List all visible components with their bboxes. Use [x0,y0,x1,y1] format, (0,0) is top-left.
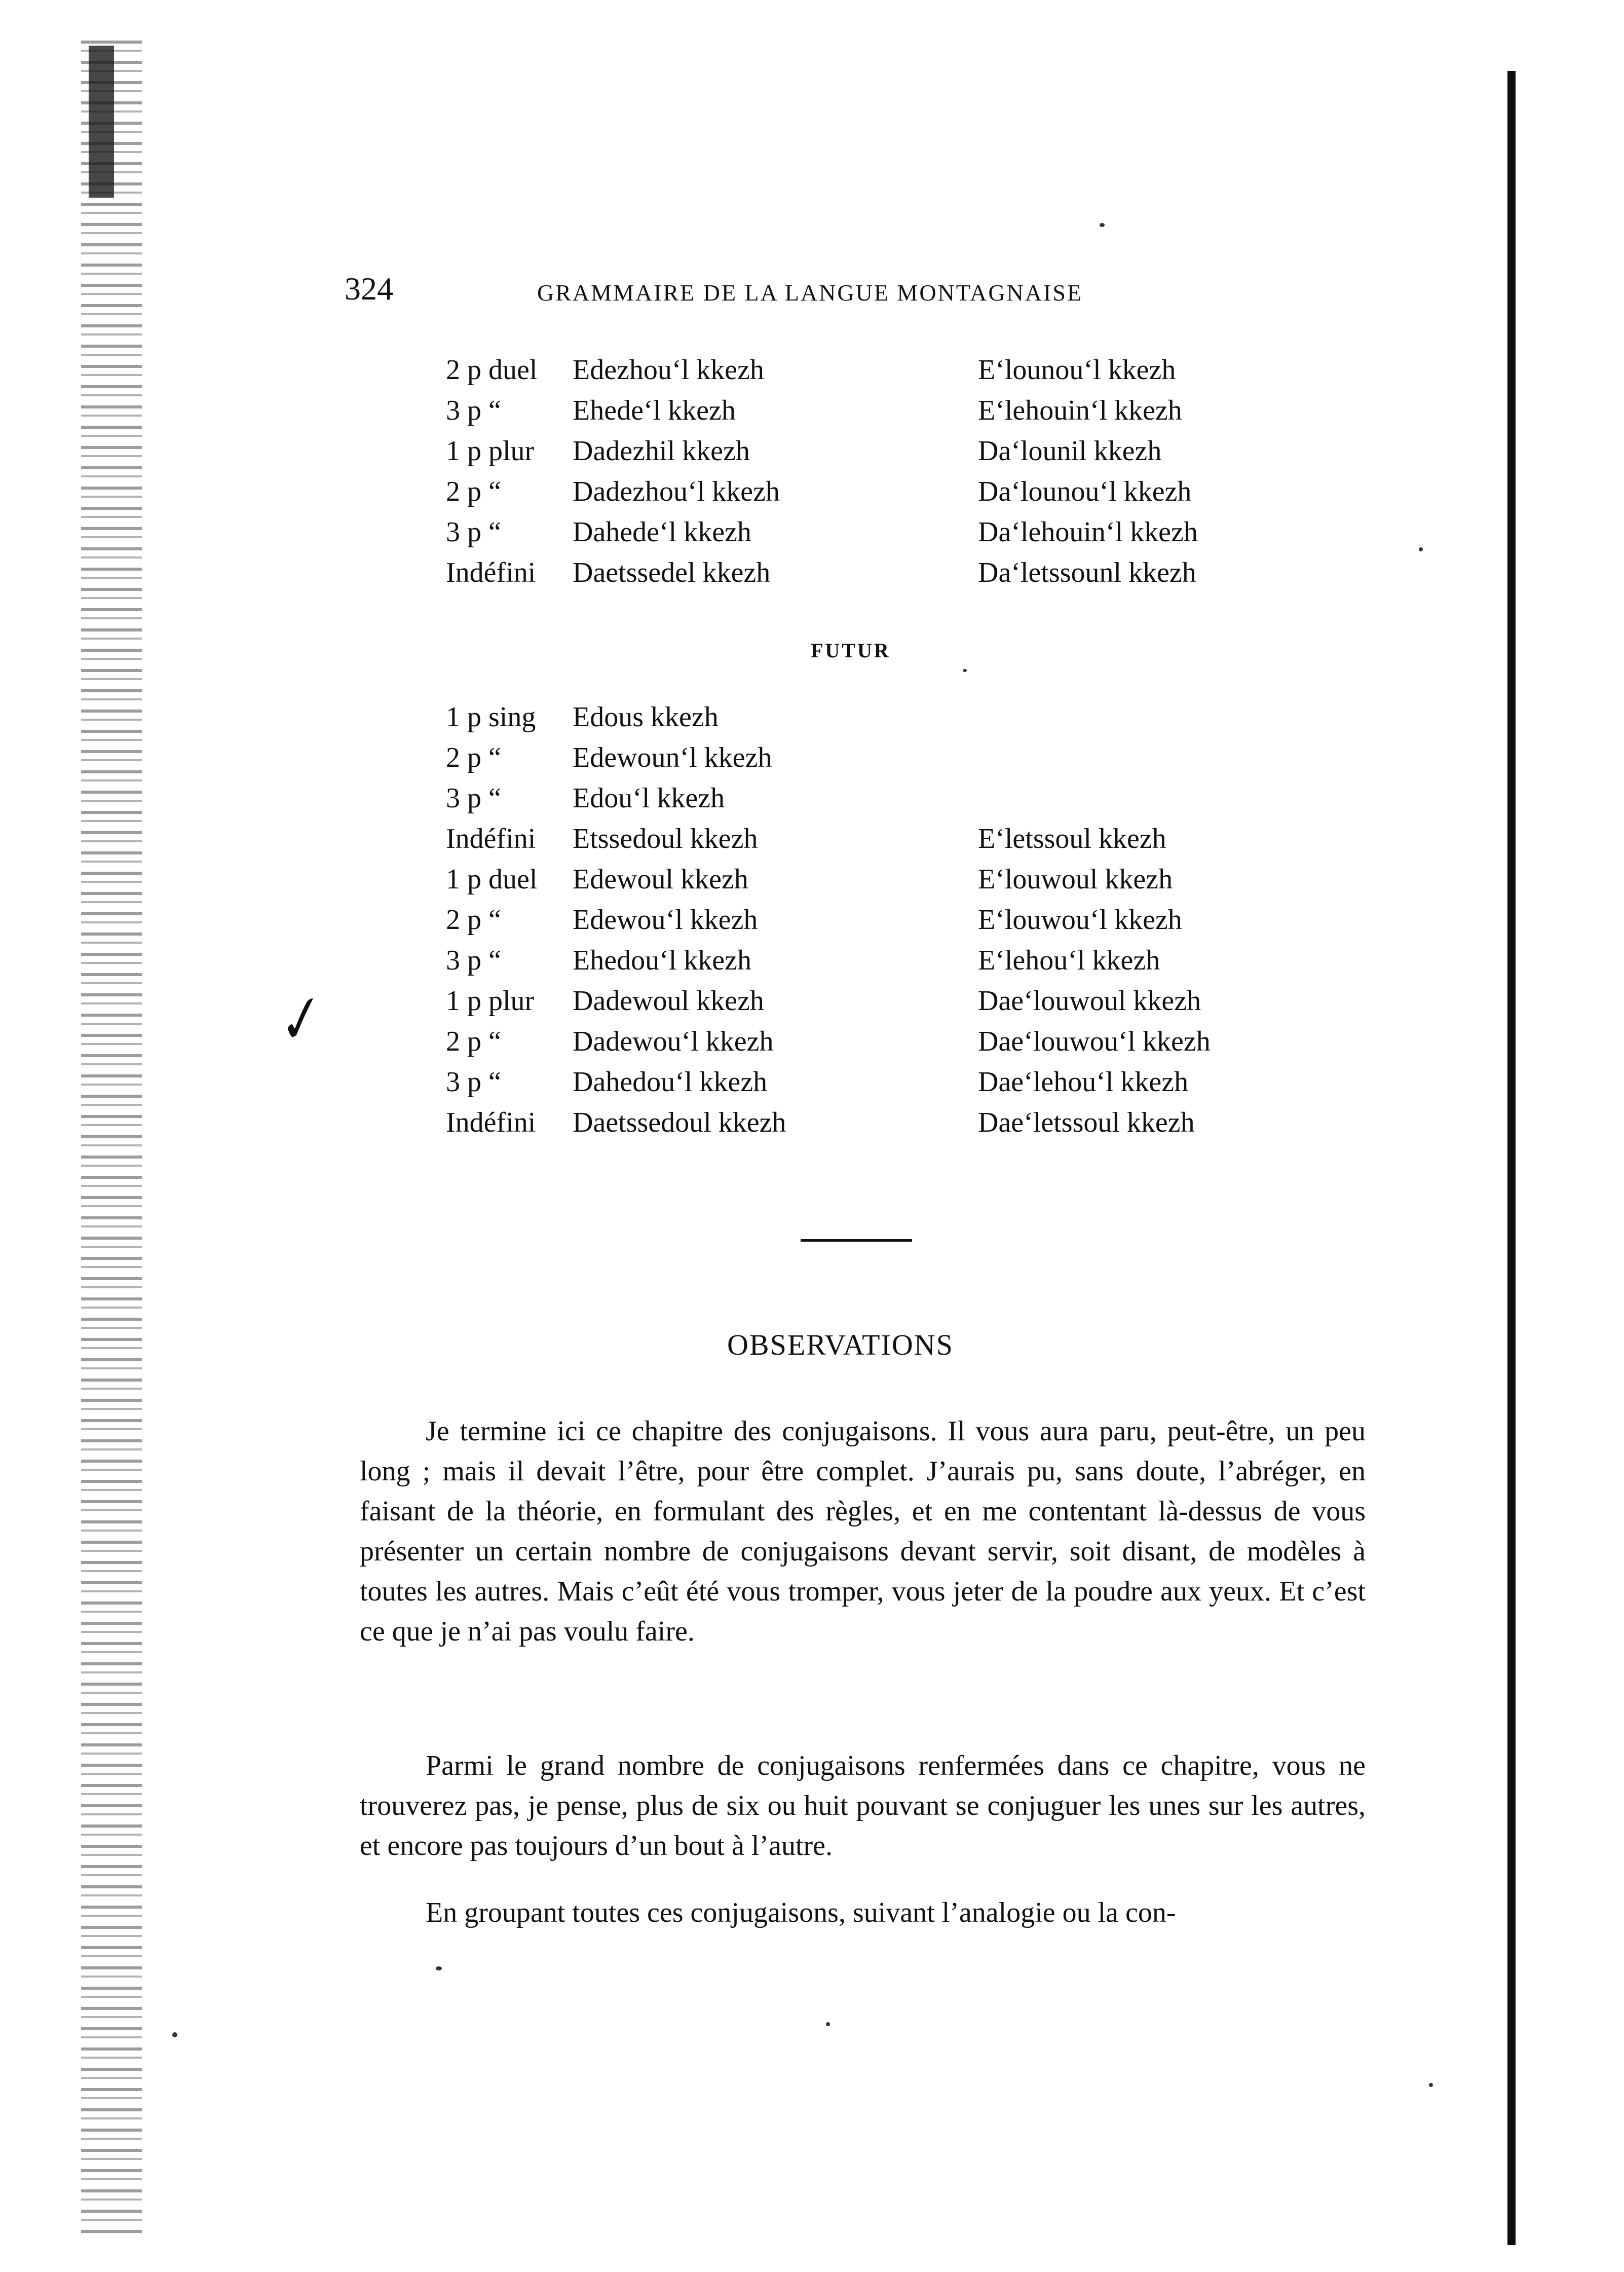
person-label: 2 p “ [446,1026,501,1057]
running-title: GRAMMAIRE DE LA LANGUE MONTAGNAISE [537,280,1083,306]
person-label: 2 p “ [446,742,501,773]
section-label-futur: FUTUR [811,639,891,662]
scan-speck [172,2032,177,2037]
verb-form-alt: Da‘lounil kkezh [978,435,1162,467]
person-label: 2 p “ [446,476,501,507]
observations-paragraph-1: Je termine ici ce chapitre des conjugaisons. Il vous aura paru, peut-être, un peu long ; mais il devait l’être, pour être complet. J’aurais pu, sans doute, l’abréger, en faisant de la théorie, en formulant des règles, et en me contentant là-dessus de vous présenter un certain nombre de conjugaisons devant servir, soit disant, de modèles à toutes les autres. Mais c’eût été vous tromper, vous jeter de la poudre aux yeux. Et c’est ce que je n’ai pas voulu faire. [360,1416,1366,1647]
verb-form-alt: Dae‘louwou‘l kkezh [978,1026,1211,1057]
binding-edge-artifact [81,41,142,2235]
right-edge-rule [1507,71,1516,2245]
page-header [345,266,1165,312]
scan-speck [1419,547,1423,551]
verb-form: Daetssedel kkezh [573,557,771,588]
verb-form-alt: Dae‘lehou‘l kkezh [978,1066,1189,1098]
verb-form: Edewoun‘l kkezh [573,742,772,773]
verb-form: Edezhou‘l kkezh [573,354,764,386]
verb-form-alt: Dae‘louwoul kkezh [978,985,1201,1017]
verb-form-alt: Dae‘letssoul kkezh [978,1107,1195,1138]
person-label: 3 p “ [446,783,501,814]
person-label: 2 p “ [446,904,501,936]
verb-form: Dadewou‘l kkezh [573,1026,774,1057]
verb-form: Dahede‘l kkezh [573,516,751,548]
person-label: 1 p plur [446,435,535,467]
person-label: 3 p “ [446,945,501,976]
verb-form-alt: E‘louwoul kkezh [978,864,1173,895]
verb-form: Edewou‘l kkezh [573,904,758,936]
person-label: Indéfini [446,1107,536,1138]
verb-form: Dadezhil kkezh [573,435,750,467]
person-label: Indéfini [446,823,536,854]
person-label: 3 p “ [446,395,501,426]
verb-form: Ehede‘l kkezh [573,395,736,426]
section-divider [801,1239,912,1242]
scan-speck [963,669,967,672]
verb-form: Edou‘l kkezh [573,783,725,814]
person-label: 1 p sing [446,701,536,733]
person-label: Indéfini [446,557,536,588]
observations-heading: OBSERVATIONS [727,1328,954,1361]
person-label: 2 p duel [446,354,538,386]
verb-form: Daetssedoul kkezh [573,1107,786,1138]
page-number: 324 [345,271,393,307]
verb-form-alt: Da‘letssounl kkezh [978,557,1196,588]
binding-shadow-artifact [89,46,114,198]
verb-form-alt: E‘letssoul kkezh [978,823,1166,854]
verb-form-alt: E‘louwou‘l kkezh [978,904,1182,936]
verb-form: Dahedou‘l kkezh [573,1066,768,1098]
verb-form: Etssedoul kkezh [573,823,758,854]
verb-form-alt: E‘lounou‘l kkezh [978,354,1176,386]
verb-form: Edewoul kkezh [573,864,748,895]
handwritten-check-mark: ✓ [265,984,330,1059]
person-label: 1 p plur [446,985,535,1017]
scan-speck [826,2022,830,2026]
person-label: 1 p duel [446,864,538,895]
verb-form: Ehedou‘l kkezh [573,945,751,976]
person-label: 3 p “ [446,1066,501,1098]
scan-speck [436,1966,442,1970]
scan-speck [1429,2083,1433,2087]
verb-form-alt: Da‘lehouin‘l kkezh [978,516,1198,548]
person-label: 3 p “ [446,516,501,548]
verb-form-alt: E‘lehouin‘l kkezh [978,395,1182,426]
verb-form-alt: E‘lehou‘l kkezh [978,945,1160,976]
verb-form: Dadewoul kkezh [573,985,764,1017]
verb-form-alt: Da‘lounou‘l kkezh [978,476,1192,507]
observations-paragraph-3: En groupant toutes ces conjugaisons, suivant l’analogie ou la con- [426,1897,1176,1928]
observations-paragraph-2: Parmi le grand nombre de conjugaisons renfermées dans ce chapitre, vous ne trouverez pas, je pense, plus de six ou huit pouvant se conjuguer les unes sur les autres, et encore pas toujours d’un bout à l’autre. [360,1750,1366,1861]
verb-form: Dadezhou‘l kkezh [573,476,780,507]
verb-form: Edous kkezh [573,701,719,733]
scan-speck [1100,223,1105,227]
